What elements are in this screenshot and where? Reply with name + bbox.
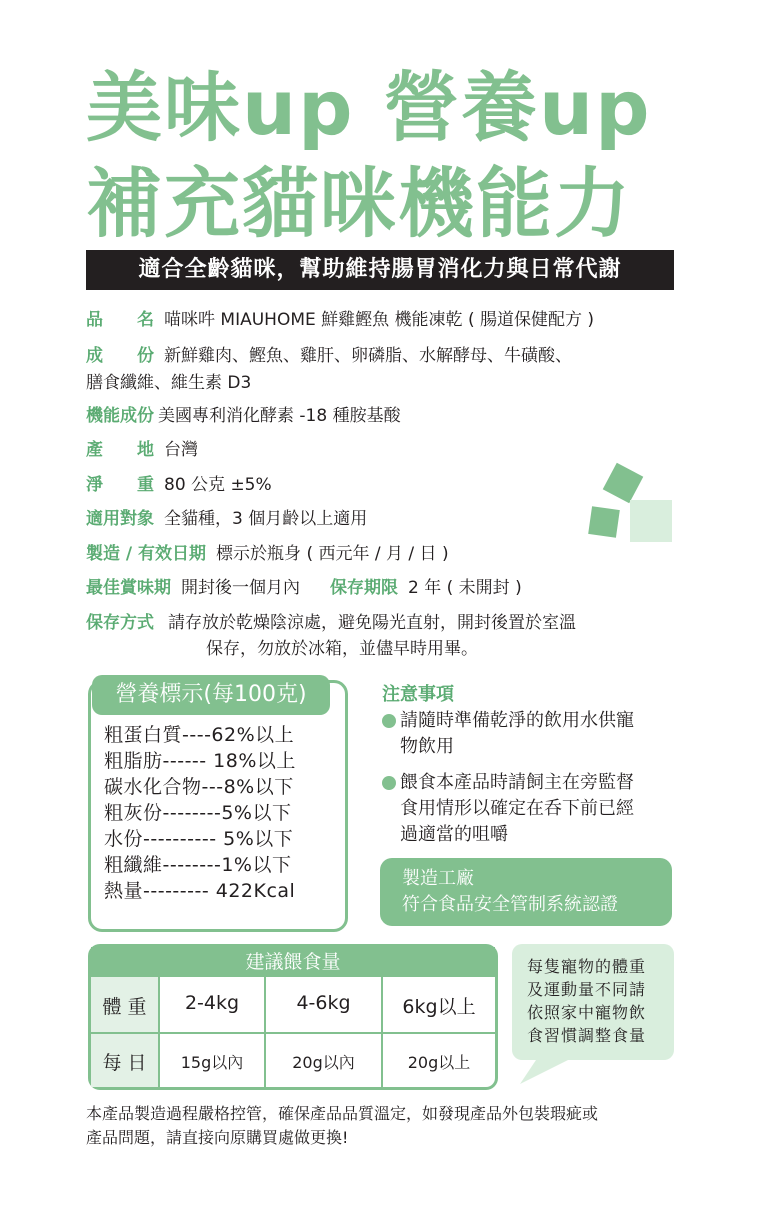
nutrition-row: 粗脂肪------ 18%以上 bbox=[104, 750, 296, 772]
nutrition-title: 營養標示(每100克) bbox=[92, 675, 330, 715]
date-label: 製造 / 有效日期 bbox=[86, 544, 207, 564]
nutrition-row: 粗纖維--------1%以下 bbox=[104, 854, 292, 876]
info-origin bbox=[86, 437, 198, 463]
weight-value: 80 公克 ±5% bbox=[164, 475, 272, 495]
shelf-label: 保存期限 bbox=[330, 578, 398, 598]
deco-square-2 bbox=[588, 506, 620, 538]
bullet-icon bbox=[382, 776, 396, 790]
best-label: 最佳賞味期 bbox=[86, 578, 171, 598]
weight-cell: 6kg以上 bbox=[402, 996, 476, 1018]
bubble-tail bbox=[520, 1054, 590, 1086]
storage-label: 保存方式 bbox=[86, 613, 154, 633]
origin-label: 產 地 bbox=[86, 440, 154, 460]
factory-badge bbox=[380, 858, 672, 926]
amount-cell: 20g以內 bbox=[292, 1053, 355, 1072]
nutrition-row: 水份---------- 5%以下 bbox=[104, 828, 294, 850]
amount-cell: 20g以上 bbox=[407, 1053, 471, 1072]
ingredients-value: 新鮮雞肉、鰹魚、雞肝、卵磷脂、水解酵母、牛磺酸、 bbox=[164, 346, 572, 366]
feeding-title: 建議餵食量 bbox=[91, 947, 495, 977]
advice-text: 每隻寵物的體重 及運動量不同請 依照家中寵物飲 食習慣調整食量 bbox=[527, 957, 647, 1045]
factory-cert: 符合食品安全管制系統認證 bbox=[402, 894, 618, 915]
functional-label: 機能成份 bbox=[86, 406, 154, 426]
amount-cell: 15g以內 bbox=[180, 1053, 244, 1072]
footer-line1: 本產品製造過程嚴格控管，確保產品品質溫定，如發現產品外包裝瑕疵或 bbox=[86, 1104, 599, 1123]
headline-line1: 美味up 營養up bbox=[86, 63, 652, 152]
weight-cell: 4-6kg bbox=[296, 992, 351, 1014]
date-value: 標示於瓶身 ( 西元年 / 月 / 日 ) bbox=[216, 544, 449, 564]
notes-title: 注意事項 bbox=[382, 684, 454, 705]
weight-row-label: 體 重 bbox=[102, 996, 147, 1018]
info-target bbox=[86, 506, 367, 532]
target-label: 適用對象 bbox=[86, 509, 154, 529]
footer-line2: 產品問題，請直接向原購買處做更換! bbox=[86, 1128, 349, 1147]
divider bbox=[91, 1032, 495, 1034]
storage-value: 請存放於乾燥陰涼處，避免陽光直射，開封後置於室溫 bbox=[168, 613, 576, 633]
info-functional bbox=[86, 403, 401, 429]
info-weight bbox=[86, 472, 272, 498]
origin-value: 台灣 bbox=[164, 440, 198, 460]
shelf-value: 2 年 ( 未開封 ) bbox=[408, 578, 522, 598]
ingredients-label: 成 份 bbox=[86, 346, 154, 366]
info-storage bbox=[86, 610, 576, 636]
deco-square-1 bbox=[603, 463, 644, 504]
target-value: 全貓種，3 個月齡以上適用 bbox=[164, 509, 368, 529]
tagline-banner: 適合全齡貓咪，幫助維持腸胃消化力與日常代謝 bbox=[86, 250, 674, 290]
info-ingredients bbox=[86, 343, 572, 369]
name-label: 品 名 bbox=[86, 310, 154, 330]
weight-label: 淨 重 bbox=[86, 475, 154, 495]
nutrition-row: 粗蛋白質----62%以上 bbox=[104, 724, 295, 746]
note-item-2: 餵食本產品時請飼主在旁監督 食用情形以確定在呑下前已經 過適當的咀嚼 bbox=[400, 772, 634, 845]
bullet-icon bbox=[382, 714, 396, 728]
name-value: 喵咪吽 MIAUHOME 鮮雞鰹魚 機能凍乾 ( 腸道保健配方 ) bbox=[164, 310, 595, 330]
storage-value-2: 保存，勿放於冰箱，並儘早時用畢。 bbox=[206, 639, 478, 659]
best-value: 開封後一個月內 bbox=[181, 578, 300, 598]
nutrition-row: 熱量--------- 422Kcal bbox=[104, 880, 296, 902]
deco-square-3 bbox=[630, 500, 672, 542]
info-name bbox=[86, 307, 594, 333]
functional-value: 美國專利消化酵素 -18 種胺基酸 bbox=[158, 406, 401, 426]
nutrition-row: 碳水化合物---8%以下 bbox=[104, 776, 294, 798]
nutrition-row: 粗灰份--------5%以下 bbox=[104, 802, 292, 824]
factory-title: 製造工廠 bbox=[402, 868, 474, 889]
daily-row-label: 每 日 bbox=[102, 1052, 147, 1074]
weight-cell: 2-4kg bbox=[184, 992, 240, 1014]
headline-line2: 補充貓咪機能力 bbox=[86, 159, 632, 248]
ingredients-value-2: 膳食纖維、維生素 D3 bbox=[86, 373, 252, 393]
info-best bbox=[86, 575, 522, 601]
info-date bbox=[86, 541, 449, 567]
note-item-1: 請隨時準備乾淨的飲用水供寵 物飲用 bbox=[400, 710, 634, 757]
